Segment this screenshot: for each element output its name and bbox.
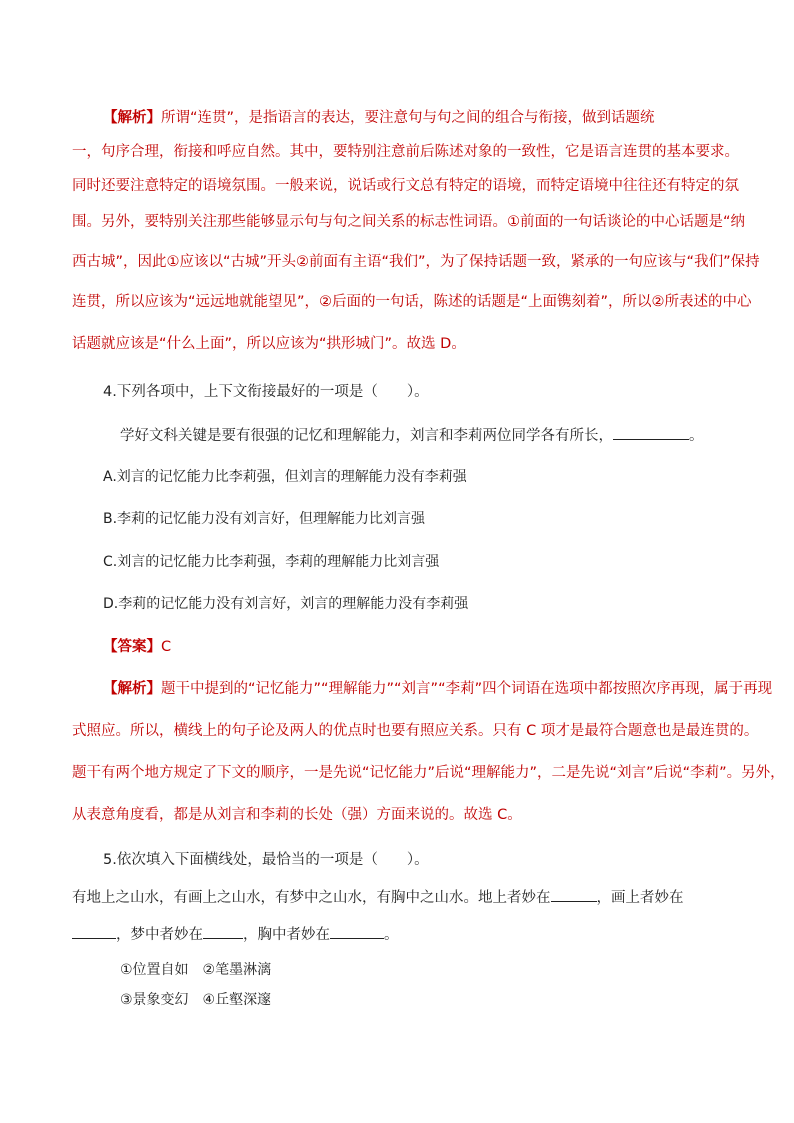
q5-passage-line-2: ，梦中者妙在 ，胸中者妙在 。 bbox=[72, 924, 732, 945]
q4-option-b: B.李莉的记忆能力没有刘言好，但理解能力比刘言强 bbox=[103, 511, 426, 527]
q4-analysis-line-1: 【解析】题干中提到的“记忆能力”“理解能力”“刘言”“李莉”四个词语在选项中都按照次序再现，属于再现 bbox=[103, 681, 773, 697]
q4-option-d: D.李莉的记忆能力没有刘言好，刘言的理解能力没有李莉强 bbox=[103, 596, 469, 612]
answer-blank bbox=[330, 924, 384, 939]
q4-option-c: C.刘言的记忆能力比李莉强，李莉的理解能力比刘言强 bbox=[103, 554, 440, 570]
q4-analysis-line-4: 从表意角度看，都是从刘言和李莉的长处（强）方面来说的。故选 C。 bbox=[72, 807, 522, 823]
q4-option-a: A.刘言的记忆能力比李莉强，但刘言的理解能力没有李莉强 bbox=[103, 469, 467, 485]
analysis-tag: 【解析】 bbox=[103, 681, 161, 697]
answer-blank bbox=[72, 924, 116, 939]
q4-stem: 4.下列各项中，上下文衔接最好的一项是（ ）。 bbox=[103, 384, 429, 400]
answer-value: C bbox=[161, 639, 172, 655]
q4-analysis-line-2: 式照应。所以，横线上的句子论及两人的优点时也要有照应关系。只有 C 项才是最符合题意也是最连贯的。 bbox=[72, 723, 759, 739]
analysis-tag: 【解析】 bbox=[103, 110, 161, 126]
q3-analysis-line-3: 同时还要注意特定的语境氛围。一般来说，说话或行文总有特定的语境，而特定语境中往往还有特定的氛 bbox=[72, 178, 739, 194]
q5-choices-row-2: ③景象变幻 ④丘壑深邃 bbox=[120, 992, 272, 1008]
q5-choices-row-1: ①位置自如 ②笔墨淋漓 bbox=[120, 962, 272, 978]
q4-passage: 学好文科关键是要有很强的记忆和理解能力，刘言和李莉两位同学各有所长， 。 bbox=[120, 425, 780, 446]
answer-blank bbox=[613, 425, 689, 440]
q3-analysis-line-7: 话题就应该是“什么上面”，所以应该为“拱形城门”。故选 D。 bbox=[72, 336, 466, 352]
q4-analysis-line-3: 题干有两个地方规定了下文的顺序，一是先说“记忆能力”后说“理解能力”，二是先说“刘言”后说“李莉”。另外， bbox=[72, 765, 785, 781]
answer-blank bbox=[203, 924, 243, 939]
q4-answer bbox=[103, 637, 763, 657]
q5-passage-line-1: 有地上之山水，有画上之山水，有梦中之山水，有胸中之山水。地上者妙在 ，画上者妙在 bbox=[72, 887, 732, 908]
answer-tag: 【答案】 bbox=[103, 639, 161, 655]
q5-stem: 5.依次填入下面横线处，最恰当的一项是（ ）。 bbox=[103, 852, 429, 868]
q3-analysis-line-1: 【解析】所谓“连贯”，是指语言的表达，要注意句与句之间的组合与衔接，做到话题统 bbox=[103, 110, 655, 126]
q3-analysis-line-4: 围。另外，要特别关注那些能够显示句与句之间关系的标志性词语。①前面的一句话谈论的中心话题是“纳 bbox=[72, 214, 746, 230]
q3-analysis-line-5: 西古城”，因此①应该以“古城”开头②前面有主语“我们”，为了保持话题一致，紧承的一句应该与“我们”保持 bbox=[72, 254, 760, 270]
answer-blank bbox=[551, 887, 597, 902]
q3-analysis-line-6: 连贯，所以应该为“远远地就能望见”，②后面的一句话，陈述的话题是“上面镌刻着”，所以②所表述的中心 bbox=[72, 294, 752, 310]
q3-analysis-line-2: 一，句序合理，衔接和呼应自然。其中，要特别注意前后陈述对象的一致性，它是语言连贯的基本要求。 bbox=[72, 144, 739, 160]
